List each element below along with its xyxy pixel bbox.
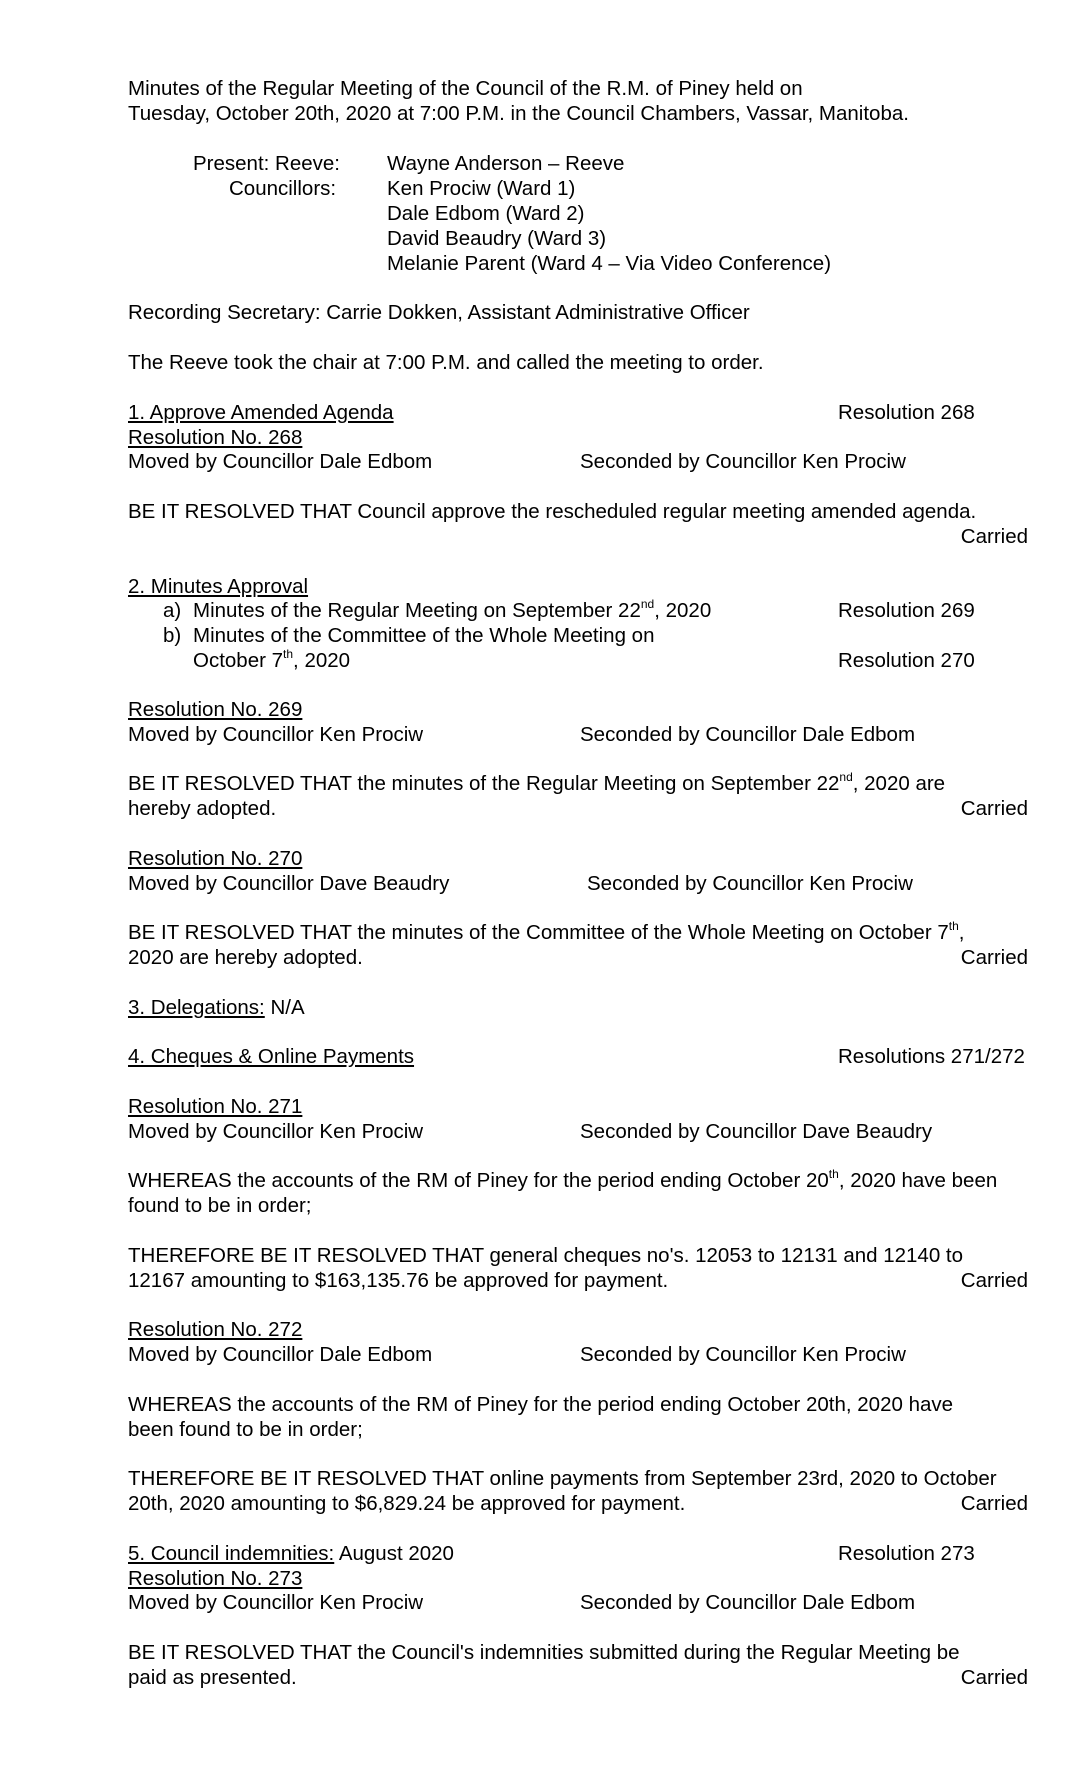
councillor-1: Ken Prociw (Ward 1) bbox=[387, 177, 576, 200]
section-5 bbox=[128, 1541, 454, 1566]
resolution-268-seconded: Seconded by Councillor Ken Prociw bbox=[580, 450, 906, 473]
resolution-271-therefore-2: 12167 amounting to $163,135.76 be approved for payment. bbox=[128, 1269, 669, 1292]
resolution-271-whereas-2: found to be in order; bbox=[128, 1194, 312, 1217]
resolution-268-text: BE IT RESOLVED THAT Council approve the rescheduled regular meeting amended agenda. bbox=[128, 500, 977, 523]
resolution-270-seconded: Seconded by Councillor Ken Prociw bbox=[587, 872, 913, 895]
present-label: Present: Reeve: bbox=[193, 152, 340, 175]
item-b-resolution-ref: Resolution 270 bbox=[838, 649, 975, 672]
resolution-271-whereas-1: WHEREAS the accounts of the RM of Piney for the period ending October 20th, 2020 have been bbox=[128, 1167, 998, 1192]
resolution-272-seconded: Seconded by Councillor Ken Prociw bbox=[580, 1343, 906, 1366]
resolution-269-moved: Moved by Councillor Ken Prociw bbox=[128, 723, 424, 746]
resolution-268-number: Resolution No. 268 bbox=[128, 426, 303, 449]
resolution-269-text-2: hereby adopted. bbox=[128, 797, 277, 820]
resolution-272-therefore-1: THEREFORE BE IT RESOLVED THAT online payments from September 23rd, 2020 to October bbox=[128, 1467, 997, 1490]
section-1-resolution-ref: Resolution 268 bbox=[838, 401, 975, 424]
resolution-271-carried: Carried bbox=[960, 1269, 1028, 1292]
resolution-268-moved: Moved by Councillor Dale Edbom bbox=[128, 450, 433, 473]
section-4-heading: 4. Cheques & Online Payments bbox=[128, 1045, 415, 1068]
resolution-272-carried: Carried bbox=[960, 1492, 1028, 1515]
call-to-order: The Reeve took the chair at 7:00 P.M. and called the meeting to order. bbox=[128, 351, 764, 374]
item-b-text-2: October 7th, 2020 bbox=[193, 647, 351, 672]
resolution-268-carried: Carried bbox=[960, 525, 1028, 548]
resolution-272-whereas-1: WHEREAS the accounts of the RM of Piney for the period ending October 20th, 2020 have bbox=[128, 1393, 954, 1416]
resolution-273-seconded: Seconded by Councillor Dale Edbom bbox=[580, 1591, 916, 1614]
section-3-value: N/A bbox=[264, 996, 305, 1019]
item-a-text: Minutes of the Regular Meeting on September 22nd, 2020 bbox=[193, 597, 712, 622]
resolution-273-carried: Carried bbox=[960, 1666, 1028, 1689]
recording-secretary: Recording Secretary: Carrie Dokken, Assistant Administrative Officer bbox=[128, 301, 750, 324]
section-4-resolution-ref: Resolutions 271/272 bbox=[838, 1045, 1025, 1068]
section-5-resolution-ref: Resolution 273 bbox=[838, 1542, 975, 1565]
councillor-3: David Beaudry (Ward 3) bbox=[387, 227, 607, 250]
resolution-269-seconded: Seconded by Councillor Dale Edbom bbox=[580, 723, 916, 746]
resolution-271-number: Resolution No. 271 bbox=[128, 1095, 303, 1118]
resolution-270-number: Resolution No. 270 bbox=[128, 847, 303, 870]
header-line-1: Minutes of the Regular Meeting of the Council of the R.M. of Piney held on bbox=[128, 77, 803, 100]
resolution-270-text-1: BE IT RESOLVED THAT the minutes of the Committee of the Whole Meeting on October 7th, bbox=[128, 919, 965, 944]
resolution-270-text-2: 2020 are hereby adopted. bbox=[128, 946, 363, 969]
resolution-273-number: Resolution No. 273 bbox=[128, 1567, 303, 1590]
header-line-2: Tuesday, October 20th, 2020 at 7:00 P.M. in the Council Chambers, Vassar, Manitoba. bbox=[128, 102, 909, 125]
councillor-2: Dale Edbom (Ward 2) bbox=[387, 202, 585, 225]
resolution-269-text-1: BE IT RESOLVED THAT the minutes of the Regular Meeting on September 22nd, 2020 are bbox=[128, 770, 946, 795]
reeve-name: Wayne Anderson – Reeve bbox=[387, 152, 625, 175]
item-b-prefix: b) bbox=[163, 624, 182, 647]
resolution-272-therefore-2: 20th, 2020 amounting to $6,829.24 be approved for payment. bbox=[128, 1492, 686, 1515]
resolution-269-number: Resolution No. 269 bbox=[128, 698, 303, 721]
resolution-271-moved: Moved by Councillor Ken Prociw bbox=[128, 1120, 424, 1143]
item-b-text-1: Minutes of the Committee of the Whole Meeting on bbox=[193, 624, 655, 647]
councillor-4: Melanie Parent (Ward 4 – Via Video Conference) bbox=[387, 252, 832, 275]
resolution-273-text-2: paid as presented. bbox=[128, 1666, 297, 1689]
councillors-label: Councillors: bbox=[229, 177, 337, 200]
section-5-heading: 5. Council indemnities: bbox=[128, 1542, 335, 1565]
resolution-273-text-1: BE IT RESOLVED THAT the Council's indemnities submitted during the Regular Meeting be bbox=[128, 1641, 960, 1664]
resolution-272-whereas-2: been found to be in order; bbox=[128, 1418, 363, 1441]
section-3 bbox=[128, 995, 305, 1020]
resolution-269-carried: Carried bbox=[960, 797, 1028, 820]
resolution-273-moved: Moved by Councillor Ken Prociw bbox=[128, 1591, 424, 1614]
resolution-271-seconded: Seconded by Councillor Dave Beaudry bbox=[580, 1120, 933, 1143]
resolution-271-therefore-1: THEREFORE BE IT RESOLVED THAT general cheques no's. 12053 to 12131 and 12140 to bbox=[128, 1244, 964, 1267]
resolution-272-moved: Moved by Councillor Dale Edbom bbox=[128, 1343, 433, 1366]
section-2-heading: 2. Minutes Approval bbox=[128, 575, 309, 598]
resolution-270-moved: Moved by Councillor Dave Beaudry bbox=[128, 872, 450, 895]
resolution-270-carried: Carried bbox=[960, 946, 1028, 969]
resolution-272-number: Resolution No. 272 bbox=[128, 1318, 303, 1341]
section-3-heading: 3. Delegations: bbox=[128, 996, 265, 1019]
item-a-resolution-ref: Resolution 269 bbox=[838, 599, 975, 622]
item-a-prefix: a) bbox=[163, 599, 182, 622]
section-5-value: August 2020 bbox=[334, 1542, 454, 1565]
section-1-heading: 1. Approve Amended Agenda bbox=[128, 401, 394, 424]
